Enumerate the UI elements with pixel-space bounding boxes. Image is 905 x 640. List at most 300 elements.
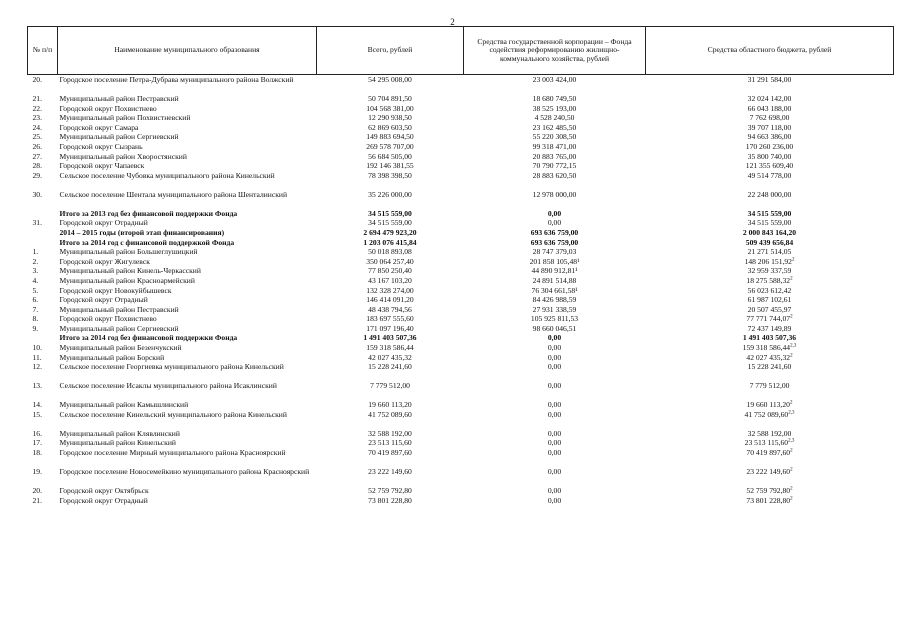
row-name-text: Муниципальный район Красноармейский	[59, 275, 195, 285]
row-number	[28, 448, 58, 467]
row-fund-text: 693 636 759,00	[530, 237, 579, 247]
row-name-text: Городской округ Отрадный	[59, 495, 148, 505]
row-name-text: Муниципальный район Пестравский	[59, 304, 179, 314]
row-regional	[646, 448, 894, 467]
row-fund	[464, 132, 646, 142]
row-name-text: Сельское поселение Георгиевка муниципального района Кинельский	[59, 362, 284, 372]
row-number-text: 31.	[32, 218, 42, 228]
row-regional	[646, 238, 894, 248]
row-total-text: 12 290 938,50	[368, 113, 412, 123]
row-fund-text: 0,00	[547, 400, 562, 410]
row-number	[28, 190, 58, 209]
row-total	[317, 132, 464, 142]
row-regional-text: 170 260 236,00	[745, 141, 794, 151]
row-total-text: 42 027 435,32	[368, 352, 412, 362]
row-regional	[646, 438, 894, 448]
row-number-text: 22.	[32, 103, 42, 113]
row-regional-text: 41 752 089,60	[744, 409, 789, 419]
row-total-text: 350 064 257,40	[366, 256, 414, 266]
row-name-text: Муниципальный район Сергиевский	[59, 323, 179, 333]
row-fund	[464, 218, 646, 228]
row-fund-text: 0,00	[547, 448, 562, 458]
row-total	[317, 286, 464, 296]
row-name	[58, 362, 317, 381]
row-number-text: 10.	[32, 343, 42, 353]
row-fund-text: 76 304 661,58¹	[531, 285, 578, 295]
row-name-text: Сельское поселение Исаклы муниципального района Исаклинский	[59, 381, 277, 391]
footnote-mark: 2	[790, 448, 793, 454]
row-name	[58, 276, 317, 286]
row-total-text: 78 398 398,50	[368, 170, 412, 180]
row-regional	[646, 257, 894, 267]
row-regional	[646, 305, 894, 315]
row-number-text: 28.	[32, 161, 42, 171]
row-number	[28, 410, 58, 429]
row-total-text: 77 850 250,40	[368, 266, 412, 276]
row-fund-text: 0,00	[547, 381, 562, 391]
row-name	[58, 305, 317, 315]
row-total-text: 73 801 228,80	[368, 495, 412, 505]
row-total	[317, 104, 464, 114]
row-fund-text: 28 883 620,50	[532, 170, 577, 180]
row-name-text: Городское поселение Мирный муниципального района Красноярский	[59, 448, 286, 458]
row-name-text: Городское поселение Новосемейкино муниципального района Красноярский	[59, 467, 310, 477]
row-fund	[464, 429, 646, 439]
row-name	[58, 247, 317, 257]
row-regional	[646, 324, 894, 334]
row-regional-text: 32 024 142,00	[747, 94, 792, 103]
row-total-text: 2 694 479 923,20	[363, 227, 417, 237]
row-regional	[646, 333, 894, 343]
row-fund-text: 693 636 759,00	[530, 227, 579, 237]
row-name-text: Муниципальный район Клявлинский	[59, 428, 180, 438]
table-row	[28, 343, 894, 353]
row-total	[317, 276, 464, 286]
row-regional	[646, 276, 894, 286]
row-fund	[464, 286, 646, 296]
row-name-text: Муниципальный район Похвистневский	[59, 113, 191, 123]
row-name	[58, 171, 317, 190]
row-regional	[646, 295, 894, 305]
table-row	[28, 238, 894, 248]
row-regional	[646, 123, 894, 133]
row-regional-text: 15 228 241,60	[747, 362, 792, 372]
row-fund	[464, 228, 646, 238]
row-regional	[646, 353, 894, 363]
table-row	[28, 400, 894, 410]
row-fund	[464, 381, 646, 400]
row-name-text: Городской округ Октябрьск	[59, 486, 149, 496]
row-total-text: 192 146 381,55	[366, 161, 414, 171]
row-name-text: Городской округ Отрадный	[59, 218, 148, 228]
row-fund	[464, 486, 646, 496]
row-number	[28, 324, 58, 334]
row-regional-text: 77 771 744,07	[746, 314, 791, 324]
row-fund	[464, 75, 646, 95]
table-row	[28, 209, 894, 219]
row-name-text: Муниципальный район Хворостянский	[59, 151, 187, 161]
row-total-text: 34 515 559,00	[368, 208, 412, 218]
row-regional-text: 22 248 000,00	[747, 189, 792, 199]
row-number	[28, 218, 58, 228]
row-number-text: 6.	[32, 295, 39, 305]
row-total	[317, 429, 464, 439]
table-row	[28, 448, 894, 467]
row-fund	[464, 171, 646, 190]
table-row	[28, 266, 894, 276]
table-row	[28, 333, 894, 343]
row-number	[28, 314, 58, 324]
row-total-text: 171 097 196,40	[366, 323, 414, 333]
row-fund-text: 0,00	[547, 409, 562, 419]
table-row	[28, 286, 894, 296]
row-fund	[464, 113, 646, 123]
row-number-text: 2.	[32, 256, 39, 266]
table-row	[28, 113, 894, 123]
row-total-text: 52 759 792,80	[368, 486, 412, 496]
row-total	[317, 324, 464, 334]
row-number-text: 3.	[32, 266, 39, 276]
header-total: Всего, рублей	[317, 27, 464, 75]
row-number-text: 30.	[32, 189, 42, 199]
row-number-text: 12.	[32, 362, 42, 372]
row-total-text: 7 779 512,00	[370, 381, 410, 391]
row-name-text: Городской округ Похвистнево	[59, 314, 157, 324]
row-name	[58, 142, 317, 152]
table-row	[28, 190, 894, 209]
row-regional	[646, 486, 894, 496]
row-name	[58, 286, 317, 296]
row-regional-text: 52 759 792,80	[746, 486, 791, 496]
row-regional	[646, 104, 894, 114]
row-fund-text: 84 426 988,59	[532, 295, 577, 305]
row-regional	[646, 429, 894, 439]
row-name	[58, 209, 317, 219]
row-fund-text: 0,00	[547, 352, 562, 362]
row-total	[317, 218, 464, 228]
row-name	[58, 438, 317, 448]
row-total-text: 50 704 891,50	[368, 94, 412, 103]
row-name-text: Муниципальный район Борский	[59, 352, 165, 362]
row-regional	[646, 343, 894, 353]
row-total-text: 183 697 555,60	[366, 314, 414, 324]
table-row	[28, 467, 894, 486]
row-number	[28, 353, 58, 363]
table-row	[28, 353, 894, 363]
row-fund-text: 0,00	[547, 218, 562, 228]
row-name	[58, 400, 317, 410]
row-number	[28, 276, 58, 286]
row-regional	[646, 142, 894, 152]
row-fund	[464, 123, 646, 133]
row-fund-text: 38 525 193,00	[532, 103, 577, 113]
row-total-text: 34 515 559,00	[368, 218, 412, 228]
row-total	[317, 295, 464, 305]
row-fund	[464, 104, 646, 114]
row-regional-text: 159 318 586,44	[742, 343, 791, 353]
row-total-text: 159 318 586,44	[366, 343, 414, 353]
row-regional-text: 19 660 113,20	[746, 400, 790, 410]
row-regional-text: 34 515 559,00	[747, 208, 792, 218]
row-regional	[646, 218, 894, 228]
footnote-mark: 2	[790, 314, 793, 320]
row-name	[58, 429, 317, 439]
row-name	[58, 113, 317, 123]
row-name-text: Муниципальный район Кинель-Черкасский	[59, 266, 201, 276]
table-row	[28, 218, 894, 228]
table-row	[28, 276, 894, 286]
row-total-text: 41 752 089,60	[368, 409, 412, 419]
row-fund-text: 12 978 000,00	[532, 189, 577, 199]
table-row	[28, 94, 894, 104]
row-number	[28, 295, 58, 305]
row-total-text: 43 167 103,20	[368, 275, 412, 285]
row-number	[28, 438, 58, 448]
row-number	[28, 333, 58, 343]
row-regional-text: 2 000 843 164,20	[742, 227, 797, 237]
row-number-text: 8.	[32, 314, 39, 324]
table-row	[28, 247, 894, 257]
row-fund-text: 0,00	[547, 208, 562, 218]
row-name	[58, 75, 317, 95]
row-name	[58, 353, 317, 363]
row-regional-text: 42 027 435,32	[746, 352, 791, 362]
row-fund-text: 105 925 811,53	[530, 314, 579, 324]
row-regional-text: 66 043 188,00	[747, 103, 792, 113]
row-fund-text: 98 660 046,51	[532, 323, 577, 333]
row-fund-text: 0,00	[547, 467, 562, 477]
row-total-text: 132 328 274,00	[366, 285, 414, 295]
row-regional	[646, 314, 894, 324]
row-total	[317, 400, 464, 410]
table-row	[28, 142, 894, 152]
row-fund-text: 0,00	[547, 486, 562, 496]
footnote-mark: 2	[791, 257, 795, 263]
table-row	[28, 257, 894, 267]
row-fund-text: 0,00	[547, 343, 562, 353]
row-name	[58, 314, 317, 324]
row-number-text: 29.	[32, 170, 42, 180]
row-regional	[646, 266, 894, 276]
row-regional	[646, 467, 894, 486]
row-fund-text: 0,00	[547, 362, 562, 372]
row-number	[28, 343, 58, 353]
row-fund	[464, 400, 646, 410]
row-total	[317, 381, 464, 400]
row-total-text: 146 414 091,20	[366, 295, 414, 305]
row-name	[58, 152, 317, 162]
row-name-text: Городской округ Самара	[59, 122, 139, 132]
row-total	[317, 362, 464, 381]
table-row	[28, 381, 894, 400]
row-total-text: 56 684 505,00	[368, 151, 412, 161]
row-fund	[464, 238, 646, 248]
table-row	[28, 228, 894, 238]
row-total	[317, 314, 464, 324]
row-regional	[646, 94, 894, 104]
row-regional	[646, 132, 894, 142]
row-regional-text: 7 762 698,00	[749, 113, 790, 123]
row-name-text: Городской округ Похвистнево	[59, 103, 157, 113]
row-number	[28, 486, 58, 496]
row-name	[58, 123, 317, 133]
row-name-text: Сельское поселение Кинельский муниципального района Кинельский	[59, 409, 287, 419]
row-number-text: 24.	[32, 122, 42, 132]
row-number-text: 17.	[32, 438, 42, 448]
row-fund	[464, 438, 646, 448]
row-regional	[646, 152, 894, 162]
row-number-text: 4.	[32, 275, 39, 285]
row-name-text: Городской округ Новокуйбышевск	[59, 285, 172, 295]
table-row	[28, 132, 894, 142]
row-fund	[464, 448, 646, 467]
row-total	[317, 123, 464, 133]
row-fund	[464, 353, 646, 363]
table-row	[28, 496, 894, 506]
footnote-mark: 2	[790, 467, 793, 473]
row-total	[317, 142, 464, 152]
row-fund-text: 4 528 240,50	[534, 113, 575, 123]
row-total	[317, 438, 464, 448]
row-total-text: 1 491 403 507,36	[363, 333, 417, 343]
row-total-text: 62 869 603,50	[368, 122, 412, 132]
row-number	[28, 400, 58, 410]
row-fund-text: 24 891 514,88	[532, 275, 577, 285]
row-fund	[464, 209, 646, 219]
row-name-text: Муниципальный район Кинельский	[59, 438, 176, 448]
row-number-text: 21.	[32, 495, 42, 505]
row-total	[317, 353, 464, 363]
row-regional-text: 21 271 514,05	[747, 247, 792, 257]
row-fund	[464, 152, 646, 162]
row-number-text: 19.	[32, 467, 42, 477]
row-number	[28, 362, 58, 381]
row-fund-text: 70 790 772,15	[532, 161, 577, 171]
row-total	[317, 333, 464, 343]
row-number	[28, 152, 58, 162]
row-name	[58, 266, 317, 276]
row-number-text: 9.	[32, 323, 39, 333]
row-number	[28, 247, 58, 257]
row-regional	[646, 410, 894, 429]
row-fund-text: 0,00	[547, 333, 562, 343]
row-total	[317, 152, 464, 162]
row-fund-text: 0,00	[547, 438, 562, 448]
row-number	[28, 286, 58, 296]
row-regional-text: 70 419 897,60	[746, 448, 791, 458]
row-regional	[646, 496, 894, 506]
row-total-text: 1 203 076 415,84	[363, 237, 417, 247]
row-name	[58, 496, 317, 506]
row-regional	[646, 190, 894, 209]
row-name-text: Городской округ Чапаевск	[59, 161, 145, 171]
row-total	[317, 257, 464, 267]
row-fund-text: 20 883 765,00	[532, 151, 577, 161]
table-row	[28, 104, 894, 114]
row-total-text: 54 295 008,00	[368, 75, 412, 84]
row-number-text: 16.	[32, 428, 42, 438]
row-name-text: Итого за 2014 год без финансовой поддержки Фонда	[59, 333, 238, 343]
row-fund-text: 99 318 471,00	[532, 141, 577, 151]
row-number	[28, 161, 58, 171]
row-regional	[646, 113, 894, 123]
table-row	[28, 314, 894, 324]
row-number-text: 1.	[32, 247, 39, 257]
row-total	[317, 410, 464, 429]
row-name	[58, 257, 317, 267]
row-fund	[464, 314, 646, 324]
row-number	[28, 142, 58, 152]
row-total	[317, 209, 464, 219]
row-regional-text: 39 707 118,00	[747, 122, 792, 132]
row-total-text: 19 660 113,20	[368, 400, 412, 410]
row-fund	[464, 257, 646, 267]
row-number	[28, 429, 58, 439]
row-number-text: 20.	[32, 486, 42, 496]
row-total-text: 32 588 192,00	[368, 428, 412, 438]
row-name	[58, 238, 317, 248]
row-total	[317, 190, 464, 209]
row-regional	[646, 228, 894, 238]
row-total	[317, 228, 464, 238]
row-number-text: 7.	[32, 304, 39, 314]
footnote-mark: 2,3	[790, 343, 797, 349]
row-number	[28, 113, 58, 123]
row-name	[58, 324, 317, 334]
row-regional-text: 23 513 115,60	[744, 438, 789, 448]
row-regional-text: 23 222 149,60	[746, 467, 791, 477]
row-number-text: 5.	[32, 285, 39, 295]
header-fund: Средства государственной корпорации – Фонда содействия реформированию жилищно-коммунального хозяйства, рублей	[464, 27, 646, 75]
row-fund	[464, 333, 646, 343]
row-number	[28, 496, 58, 506]
row-number-text: 13.	[32, 381, 42, 391]
row-regional-text: 1 491 403 507,36	[742, 333, 797, 343]
row-number-text: 20.	[32, 75, 42, 84]
table-row	[28, 152, 894, 162]
row-number-text: 11.	[32, 352, 42, 362]
row-total	[317, 161, 464, 171]
row-name	[58, 190, 317, 209]
header-name: Наименование муниципального образования	[58, 27, 317, 75]
row-total	[317, 94, 464, 104]
table-row	[28, 295, 894, 305]
row-total-text: 23 222 149,60	[368, 467, 412, 477]
row-name	[58, 295, 317, 305]
row-fund	[464, 496, 646, 506]
footnote-mark: 2	[790, 276, 793, 282]
footnote-mark: 2	[790, 486, 793, 492]
row-fund	[464, 324, 646, 334]
row-total	[317, 247, 464, 257]
row-regional-text: 18 275 588,32	[746, 275, 791, 285]
row-total-text: 15 228 241,60	[368, 362, 412, 372]
row-total-text: 70 419 897,60	[368, 448, 412, 458]
row-regional-text: 34 515 559,00	[747, 218, 792, 228]
row-regional	[646, 209, 894, 219]
row-total	[317, 113, 464, 123]
footnote-mark: 2	[789, 400, 793, 406]
row-total	[317, 171, 464, 190]
row-name-text: Сельское поселение Чубовка муниципального района Кинельский	[59, 170, 275, 180]
row-regional-text: 61 987 102,61	[747, 295, 792, 305]
row-fund-text: 201 858 105,48¹	[529, 256, 580, 266]
row-fund-text: 27 931 338,59	[532, 304, 577, 314]
row-name-text: Итого за 2013 год без финансовой поддержки Фонда	[59, 208, 238, 218]
row-fund	[464, 94, 646, 104]
row-number-text: 14.	[32, 400, 42, 410]
row-fund-text: 0,00	[547, 428, 562, 438]
